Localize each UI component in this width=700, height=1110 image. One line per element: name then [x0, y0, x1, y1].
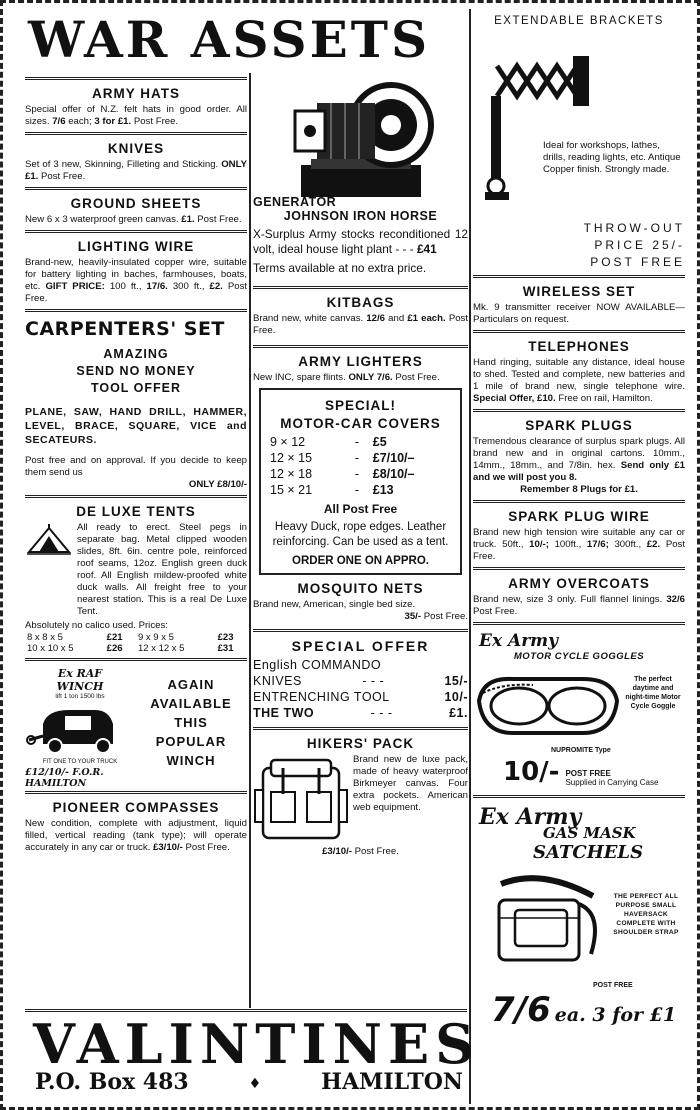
- divider: [253, 286, 468, 289]
- headline-line: SEND NO MONEY: [76, 364, 196, 378]
- page-title: WAR ASSETS: [28, 10, 431, 69]
- price: 10/-: [503, 757, 560, 787]
- tents-note: Absolutely no calico used. Prices:: [25, 620, 168, 631]
- gas-mask-satchels-section: [473, 804, 685, 1040]
- army-hats-section: [25, 86, 247, 128]
- section-title: ARMY HATS: [91, 86, 180, 101]
- tent-row: [25, 522, 247, 618]
- telephones-section: [473, 339, 685, 405]
- section-text: Heavy Duck, rope edges. Leather reinforcing. Can be used as a tent.: [272, 521, 449, 548]
- spark-plugs-section: [473, 418, 685, 496]
- covers-order: ORDER ONE ON APPRO.: [292, 555, 429, 567]
- section-text: Brand new, size 3 only. Full flannel linings. 32/6 Post Free.: [473, 594, 685, 617]
- bracket-illustration: [477, 36, 597, 206]
- carpenters-set-section: [25, 318, 247, 491]
- middle-column: [253, 73, 468, 858]
- satchel-deal: ea. 3 for £1: [554, 1004, 677, 1026]
- section-subtitle: MOTOR-CAR COVERS: [280, 416, 441, 431]
- divider: [25, 309, 247, 312]
- footer-address: [35, 1069, 463, 1099]
- winch-caption: FIT ONE TO YOUR TRUCK: [42, 759, 118, 765]
- section-text: New condition, complete with adjustment, liquid filled, vertical reading (tank type); will operate accurately in any car or truck. £3/10/- Post Free.: [25, 818, 247, 853]
- section-title: SPARK PLUG WIRE: [508, 509, 650, 524]
- satchel-illustration: [481, 874, 611, 968]
- tools-list: PLANE, SAW, HAND DRILL, HAMMER, LEVEL, BRACE, SQUARE, VICE and SECATEURS.: [25, 406, 247, 446]
- lighting-wire-section: [25, 239, 247, 305]
- section-text: Brand new, American, single bed size.: [253, 599, 416, 610]
- divider: [473, 567, 685, 570]
- divider: [473, 622, 685, 625]
- satchel-price-row: [491, 990, 676, 1030]
- section-title: ARMY OVERCOATS: [508, 576, 650, 591]
- deluxe-tents-section: [25, 504, 247, 654]
- table-row: 12 × 15 - £7/10/–: [270, 451, 415, 465]
- extendable-brackets-section: [473, 15, 685, 271]
- brackets-figure: [473, 30, 685, 220]
- goggles-label: MOTOR CYCLE GOGGLES: [513, 651, 645, 662]
- section-title: WIRELESS SET: [522, 284, 636, 299]
- headline-line: WINCH: [166, 753, 216, 768]
- separator-icon: ♦: [248, 1076, 262, 1092]
- divider: [25, 495, 247, 498]
- section-title: PIONEER COMPASSES: [52, 800, 220, 815]
- headline-line: POPULAR: [155, 734, 227, 749]
- column-rule-right: [469, 9, 471, 1104]
- winch-capacity: lift 1 ton 1500 lbs: [55, 693, 105, 700]
- right-column: [473, 13, 685, 1040]
- section-title: KNIVES: [107, 141, 165, 156]
- section-text: Post free and on approval. If you decide to keep them send us: [25, 455, 247, 478]
- winch-figure: [25, 667, 135, 787]
- footer-company-name: VALINTINES: [33, 1012, 481, 1076]
- divider: [25, 658, 247, 661]
- section-text: Brand new de luxe pack, made of heavy waterproof Birkmeyer canvas. Four extra pockets. American web equipment.: [353, 754, 468, 813]
- headline-line: PRICE 25/-: [594, 238, 685, 252]
- section-text: Special offer of N.Z. felt hats in good order. All sizes. 7/6 each; 3 for £1. Post Free.: [25, 104, 247, 127]
- post-free: POST FREE: [565, 769, 611, 778]
- offer-line: English COMMANDO: [253, 658, 382, 672]
- section-title: GROUND SHEETS: [70, 196, 202, 211]
- section-title: LIGHTING WIRE: [77, 239, 195, 254]
- section-title: SPECIAL OFFER: [291, 638, 430, 654]
- price: ONLY £8/10/-: [188, 479, 247, 490]
- table-row: 12 × 18 - £8/10/–: [270, 467, 415, 481]
- section-text: X-Surplus Army stocks reconditioned 12 volt, ideal house light plant - - - £41: [253, 227, 468, 256]
- hikers-row: [253, 754, 468, 844]
- left-column: [25, 73, 247, 854]
- covers-price-table: [267, 434, 454, 498]
- table-row: 10 x 10 x 5 £26 12 x 12 x 5 £31: [27, 643, 234, 654]
- goggles-price-notes: [565, 769, 658, 787]
- offer-line: THE TWO - - - £1.: [253, 706, 468, 720]
- section-title: SPARK PLUGS: [525, 418, 633, 433]
- mosquito-nets-section: [253, 581, 468, 623]
- section-title: EXTENDABLE BRACKETS: [494, 15, 664, 27]
- spark-plug-wire-section: [473, 509, 685, 563]
- goggles-section: [473, 631, 685, 791]
- price: 35/- Post Free.: [404, 611, 468, 622]
- table-row: 8 x 8 x 5 £21 9 x 9 x 5 £23: [27, 632, 234, 643]
- winch-label: Ex RAF: [57, 667, 103, 680]
- section-text: Brand-new, heavily-insulated copper wire, suitable for battery lighting in baches, farmhouses, boats, etc. GIFT PRICE: 100 ft., 17/6. 300 ft., £2. Post Free.: [25, 257, 247, 304]
- divider: [473, 275, 685, 278]
- city: HAMILTON: [321, 1069, 463, 1095]
- generator-label: JOHNSON IRON HORSE: [283, 209, 438, 223]
- backpack-illustration: [253, 754, 349, 844]
- divider: [253, 629, 468, 632]
- section-title: MOSQUITO NETS: [297, 581, 424, 596]
- price: 7/6: [491, 990, 551, 1030]
- headline-line: TOOL OFFER: [90, 381, 182, 395]
- knives-section: [25, 141, 247, 183]
- winch-illustration: [25, 700, 129, 754]
- section-text: Ideal for workshops, lathes, drills, reading lights, etc. Antique Copper finish. Strongly made.: [543, 140, 681, 175]
- tents-price-table: [25, 632, 247, 654]
- table-row: 9 × 12 - £5: [270, 435, 387, 449]
- satchel-label: SATCHELS: [533, 842, 644, 863]
- headline-line: AGAIN: [167, 677, 215, 692]
- headline-line: THROW-OUT: [583, 221, 685, 235]
- section-title: DE LUXE TENTS: [76, 504, 196, 519]
- hikers-pack-section: [253, 736, 468, 858]
- section-title: CARPENTERS' SET: [25, 318, 225, 340]
- goggles-price-row: [503, 757, 658, 787]
- goggles-illustration: [473, 671, 623, 745]
- section-text: New 6 x 3 waterproof green canvas. £1. Post Free.: [25, 214, 242, 225]
- section-title: TELEPHONES: [528, 339, 630, 354]
- section-title: ARMY LIGHTERS: [298, 354, 423, 369]
- offer-line: KNIVES - - - 15/-: [253, 674, 468, 688]
- winch-section: [25, 667, 247, 787]
- section-text: Brand new high tension wire suitable any car or truck. 50ft., 10/-; 100ft., 17/6; 300ft., £2. Post Free.: [473, 527, 685, 562]
- satchel-label: Ex Army: [479, 804, 582, 830]
- spark-plugs-remember: Remember 8 Plugs for £1.: [520, 484, 638, 495]
- covers-post-free: All Post Free: [323, 502, 398, 516]
- headline-line: AVAILABLE: [150, 696, 232, 711]
- divider: [25, 230, 247, 233]
- generator-section: [253, 73, 468, 276]
- section-text: Brand new, white canvas. 12/6 and £1 each. Post Free.: [253, 313, 468, 336]
- po-box: P.O. Box 483: [35, 1069, 189, 1095]
- carrying-case: Supplied in Carrying Case: [565, 778, 659, 787]
- army-lighters-section: [253, 354, 468, 384]
- divider: [25, 791, 247, 794]
- generator-illustration: [281, 73, 441, 205]
- satchel-desc: THE PERFECT ALL PURPOSE SMALL HAVERSACK COMPLETE WITH SHOULDER STRAP: [613, 893, 679, 936]
- winch-price: £12/10/- F.O.R. HAMILTON: [25, 767, 104, 789]
- headline-line: AMAZING: [103, 347, 169, 361]
- special-offer-section: [253, 638, 468, 721]
- headline-line: THIS: [174, 715, 208, 730]
- headline-line: POST FREE: [590, 255, 685, 269]
- motor-car-covers-box: [259, 388, 462, 575]
- divider: [473, 409, 685, 412]
- wireless-set-section: [473, 284, 685, 326]
- satchel-label: GAS MASK: [543, 824, 636, 842]
- divider: [473, 330, 685, 333]
- divider: [253, 727, 468, 730]
- section-text: All ready to erect. Steel pegs in separate bag. Metal clipped wooden slides, 8ft. 6in. centre pole, reinforced roof seams, 12oz. English green duck roof. All English mildew-proofed white duck walls. All freight free to your nearest station. This is a real De Luxe Tent.: [77, 522, 247, 617]
- section-text: New INC, spare flints. ONLY 7/6. Post Free.: [253, 372, 440, 383]
- section-text: Set of 3 new, Skinning, Filleting and Sticking. ONLY £1. Post Free.: [25, 159, 247, 182]
- winch-label: WINCH: [56, 680, 104, 693]
- section-title: KITBAGS: [326, 295, 395, 310]
- generator-terms: Terms available at no extra price.: [253, 261, 427, 275]
- section-text: Hand ringing, suitable any distance, ideal house to shed. Tested and complete, new batteries and 1 mile of brand new, single telephone wire. Special Offer, £10. Free on rail, Hamilton.: [473, 357, 685, 404]
- pioneer-compasses-section: [25, 800, 247, 854]
- divider: [253, 345, 468, 348]
- goggles-desc: The perfect daytime and night-time Motor Cycle Goggle: [625, 676, 681, 710]
- goggles-type: NUPROMITE Type: [551, 747, 611, 754]
- section-text: Mk. 9 transmitter receiver NOW AVAILABLE—Particulars on request.: [473, 302, 685, 325]
- section-text: Tremendous clearance of surplus spark plugs. All brand new and in original cartons. 10mm., 14mm., 18mm., and 7/8in. hex. Send only £1 and we will post you 8.: [473, 436, 685, 483]
- tent-illustration: [25, 522, 73, 558]
- goggles-label: Ex Army: [479, 631, 559, 651]
- divider: [25, 132, 247, 135]
- divider: [25, 77, 247, 80]
- divider: [473, 500, 685, 503]
- table-row: 15 × 21 - £13: [270, 483, 394, 497]
- column-rule-left: [249, 73, 251, 1008]
- divider: [473, 795, 685, 798]
- offer-line: ENTRENCHING TOOL 10/-: [253, 690, 468, 704]
- ground-sheets-section: [25, 196, 247, 226]
- winch-headline: [135, 667, 247, 787]
- army-overcoats-section: [473, 576, 685, 618]
- generator-label: GENERATOR: [253, 195, 337, 209]
- section-title: SPECIAL!: [324, 398, 396, 413]
- price: £3/10/- Post Free.: [322, 846, 399, 857]
- divider: [25, 187, 247, 190]
- kitbags-section: [253, 295, 468, 337]
- section-title: HIKERS' PACK: [306, 736, 415, 751]
- post-free: POST FREE: [593, 982, 633, 989]
